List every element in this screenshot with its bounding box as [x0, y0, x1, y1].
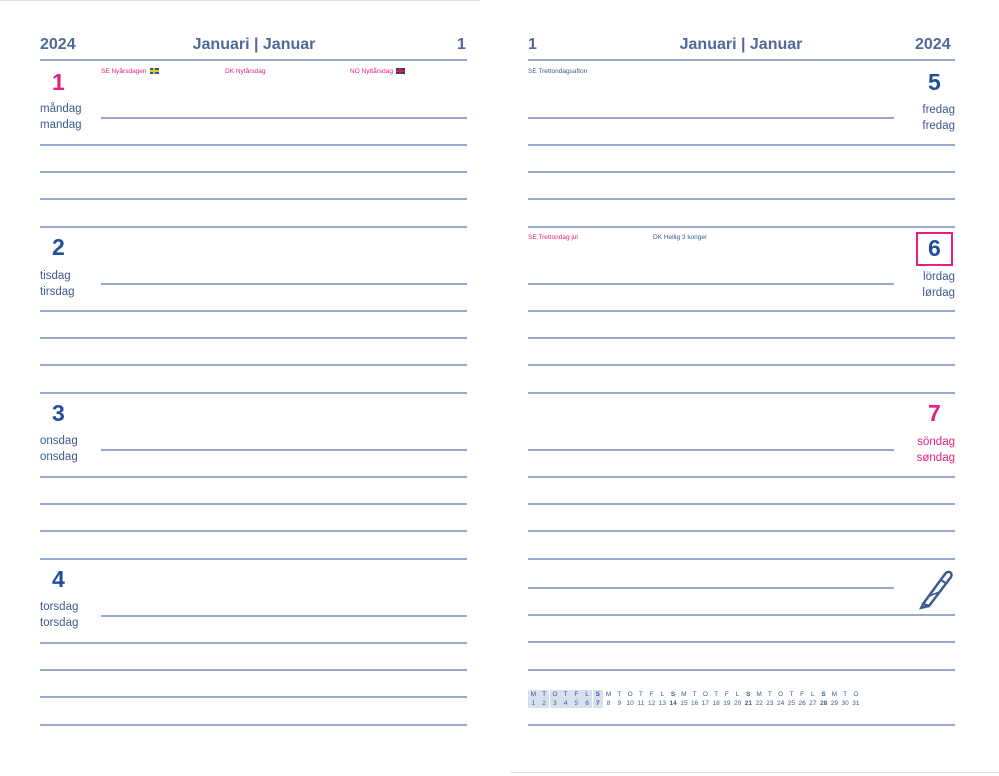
- day-number-5: 5: [928, 69, 941, 95]
- writing-line[interactable]: [40, 198, 467, 200]
- left-page-edge: [0, 0, 480, 1]
- mini-month-calendar: [528, 690, 958, 710]
- day-name-no-4: torsdag: [40, 617, 79, 629]
- mini-calendar-day: [829, 690, 840, 708]
- writing-line[interactable]: [528, 614, 955, 616]
- mini-calendar-weekday-letter: T: [563, 691, 568, 698]
- mini-calendar-weekday-letter: M: [605, 691, 612, 698]
- mini-calendar-day-number: 12: [647, 700, 656, 707]
- mini-calendar-day-number: 10: [626, 700, 634, 707]
- day-name-se-1: måndag: [40, 103, 82, 115]
- writing-line[interactable]: [40, 642, 467, 644]
- holiday-se-trettondagsafton: SE Trettondagsafton: [528, 68, 588, 75]
- mini-calendar-weekday-letter: F: [574, 691, 579, 698]
- holiday-se-nyarsdagen: SE Nyårsdagen: [101, 68, 159, 75]
- mini-calendar-day-number: 25: [787, 700, 795, 707]
- mini-calendar-day-number: 6: [585, 700, 589, 707]
- mini-calendar-day: [657, 690, 668, 708]
- writing-line[interactable]: [528, 144, 955, 146]
- mini-calendar-day: [560, 690, 571, 708]
- writing-line[interactable]: [40, 669, 467, 671]
- mini-calendar-day: [593, 690, 604, 708]
- day-name-no-3: onsdag: [40, 451, 78, 463]
- mini-calendar-day: [614, 690, 625, 708]
- mini-calendar-day-number: 11: [637, 700, 645, 707]
- right-month-title: Januari | Januar: [679, 36, 803, 53]
- mini-calendar-day-number: 27: [809, 700, 817, 707]
- day-number-1: 1: [52, 69, 65, 95]
- mini-calendar-weekday-letter: F: [800, 691, 805, 698]
- day-name-no-7: søndag: [916, 452, 955, 464]
- writing-line[interactable]: [528, 476, 955, 478]
- mini-calendar-weekday-letter: M: [681, 691, 687, 698]
- writing-line[interactable]: [40, 476, 467, 478]
- mini-calendar-weekday-letter: O: [853, 691, 859, 698]
- mini-calendar-day-number: 28: [819, 700, 828, 707]
- mini-calendar-day: [711, 690, 722, 708]
- mini-calendar-day-number: 22: [755, 700, 763, 707]
- bottom-rule: [528, 724, 955, 726]
- day-number-3: 3: [52, 400, 65, 426]
- mini-calendar-day-number: 2: [542, 700, 546, 707]
- mini-calendar-weekday-letter: O: [778, 691, 784, 698]
- holiday-se-trettondag-jul: SE Trettondag jul: [528, 234, 578, 241]
- day-number-7: 7: [928, 400, 941, 426]
- mini-calendar-weekday-letter: O: [702, 691, 708, 698]
- writing-line[interactable]: [101, 615, 467, 617]
- writing-line[interactable]: [40, 310, 467, 312]
- mini-calendar-weekday-letter: L: [735, 691, 740, 698]
- mini-calendar-day: [679, 690, 690, 708]
- writing-line[interactable]: [528, 587, 894, 589]
- writing-line[interactable]: [101, 283, 467, 285]
- mini-calendar-day: [603, 690, 614, 708]
- mini-calendar-day: [786, 690, 797, 708]
- mini-calendar-day-number: 24: [776, 700, 785, 707]
- mini-calendar-day: [550, 690, 561, 708]
- mini-calendar-day: [743, 690, 754, 708]
- writing-line[interactable]: [40, 171, 467, 173]
- writing-line[interactable]: [40, 696, 467, 698]
- day-name-no-5: fredag: [922, 120, 955, 132]
- day-name-se-5: fredag: [922, 104, 955, 116]
- mini-calendar-day-number: 5: [574, 700, 579, 707]
- writing-line[interactable]: [40, 364, 467, 366]
- mini-calendar-day-number: 14: [669, 700, 677, 707]
- mini-calendar-day: [668, 690, 679, 708]
- day-name-se-6: lördag: [923, 271, 955, 283]
- day-name-se-3: onsdag: [40, 435, 78, 447]
- pen-icon: [915, 566, 957, 615]
- mini-calendar-weekday-letter: T: [714, 691, 719, 698]
- writing-line[interactable]: [528, 283, 894, 285]
- mini-calendar-day: [818, 690, 829, 708]
- day-name-no-6: lørdag: [922, 287, 955, 299]
- mini-calendar-day: [571, 690, 582, 708]
- mini-calendar-weekday-letter: T: [767, 691, 772, 698]
- right-week-number: 1: [528, 36, 537, 53]
- mini-calendar-day: [625, 690, 636, 708]
- mini-calendar-day: [700, 690, 711, 708]
- mini-calendar-weekday-letter: M: [530, 691, 537, 698]
- day-number-4: 4: [52, 566, 65, 592]
- mini-calendar-weekday-letter: S: [746, 691, 751, 698]
- day-name-se-7: söndag: [917, 436, 955, 448]
- day-separator: [40, 558, 467, 560]
- mini-calendar-weekday-letter: L: [585, 691, 589, 698]
- mini-calendar-day: [636, 690, 647, 708]
- mini-calendar-weekday-letter: S: [595, 691, 601, 698]
- day-name-se-2: tisdag: [40, 270, 71, 282]
- mini-calendar-day: [689, 690, 700, 708]
- mini-calendar-day: [765, 690, 776, 708]
- writing-line[interactable]: [528, 117, 894, 119]
- day-separator: [40, 724, 467, 726]
- left-year: 2024: [40, 36, 76, 53]
- mini-calendar-day: [840, 690, 851, 708]
- mini-calendar-day-number: 8: [606, 700, 611, 707]
- writing-line[interactable]: [528, 337, 955, 339]
- mini-calendar-weekday-letter: O: [627, 691, 633, 698]
- mini-calendar-day: [722, 690, 733, 708]
- mini-calendar-weekday-letter: T: [692, 691, 697, 698]
- mini-calendar-day-number: 17: [701, 700, 709, 707]
- mini-calendar-day-number: 30: [841, 700, 849, 707]
- mini-calendar-day-number: 20: [733, 700, 742, 707]
- mini-calendar-day-number: 19: [723, 700, 731, 707]
- mini-calendar-day: [754, 690, 765, 708]
- mini-calendar-day: [775, 690, 786, 708]
- holiday-no-nyttarsdag: NO Nyttårsdag: [350, 68, 405, 75]
- day-name-no-2: tirsdag: [40, 286, 75, 298]
- mini-calendar-day-number: 7: [596, 700, 600, 707]
- mini-calendar-day-number: 3: [553, 700, 557, 707]
- mini-calendar-weekday-letter: T: [542, 691, 547, 698]
- mini-calendar-day-number: 26: [798, 700, 806, 707]
- day-number-6: 6: [928, 235, 941, 261]
- left-week-number: 1: [457, 36, 466, 53]
- left-month-title: Januari | Januar: [192, 36, 316, 53]
- mini-calendar-weekday-letter: F: [724, 691, 729, 698]
- mini-calendar-day-number: 4: [563, 700, 568, 707]
- mini-calendar-day-number: 16: [690, 700, 699, 707]
- mini-calendar-day: [528, 690, 539, 708]
- mini-calendar-day-number: 18: [712, 700, 720, 707]
- mini-calendar-weekday-letter: F: [649, 691, 654, 698]
- writing-line[interactable]: [528, 503, 955, 505]
- right-page-edge: [510, 772, 999, 773]
- writing-line[interactable]: [528, 530, 955, 532]
- flag-no-icon: [396, 68, 405, 74]
- mini-calendar-day-number: 21: [744, 700, 752, 707]
- writing-line[interactable]: [528, 198, 955, 200]
- mini-calendar-weekday-letter: M: [831, 691, 838, 698]
- writing-line[interactable]: [101, 449, 467, 451]
- day-name-se-4: torsdag: [40, 601, 79, 613]
- right-year: 2024: [915, 36, 951, 53]
- mini-calendar-weekday-letter: L: [811, 691, 815, 698]
- day-separator: [528, 558, 955, 560]
- writing-line[interactable]: [40, 144, 467, 146]
- day-separator: [40, 226, 467, 228]
- day-separator: [528, 226, 955, 228]
- mini-calendar-weekday-letter: S: [821, 691, 826, 698]
- mini-calendar-weekday-letter: L: [660, 691, 665, 698]
- day-separator: [40, 392, 467, 394]
- mini-calendar-day-number: 29: [830, 700, 838, 707]
- mini-calendar-day: [732, 690, 743, 708]
- mini-calendar-day-number: 9: [617, 700, 622, 707]
- mini-calendar-weekday-letter: T: [617, 691, 622, 698]
- writing-line[interactable]: [528, 364, 955, 366]
- mini-calendar-day: [539, 690, 550, 708]
- writing-line[interactable]: [40, 503, 467, 505]
- mini-calendar-day: [646, 690, 657, 708]
- mini-calendar-weekday-letter: T: [638, 691, 643, 698]
- writing-line[interactable]: [528, 310, 955, 312]
- flag-se-icon: [150, 68, 159, 74]
- mini-calendar-day-number: 15: [680, 700, 688, 707]
- day-name-no-1: mandag: [40, 119, 82, 131]
- mini-calendar-day-number: 1: [531, 700, 536, 707]
- mini-calendar-day: [808, 690, 819, 708]
- holiday-dk-nytarsdag: DK Nytårsdag: [225, 68, 266, 75]
- writing-line[interactable]: [528, 171, 955, 173]
- mini-calendar-weekday-letter: O: [552, 691, 558, 698]
- mini-calendar-weekday-letter: M: [756, 691, 762, 698]
- writing-line[interactable]: [528, 669, 955, 671]
- day-number-2: 2: [52, 234, 65, 260]
- mini-calendar-day: [851, 690, 862, 708]
- writing-line[interactable]: [40, 337, 467, 339]
- mini-calendar-day-number: 31: [852, 700, 860, 707]
- mini-calendar-weekday-letter: T: [843, 691, 848, 698]
- writing-line[interactable]: [528, 449, 894, 451]
- day-separator: [528, 392, 955, 394]
- mini-calendar-day-number: 13: [658, 700, 666, 707]
- writing-line[interactable]: [528, 641, 955, 643]
- writing-line[interactable]: [40, 530, 467, 532]
- mini-calendar-day: [797, 690, 808, 708]
- right-header-rule: [528, 59, 955, 61]
- mini-calendar-day-number: 23: [766, 700, 774, 707]
- mini-calendar-day: [582, 690, 593, 708]
- holiday-dk-hellig-3-konger: DK Hellig 3 konger: [653, 234, 708, 241]
- writing-line[interactable]: [101, 117, 467, 119]
- mini-calendar-weekday-letter: T: [789, 691, 794, 698]
- left-header-rule: [40, 59, 467, 61]
- mini-calendar-weekday-letter: S: [670, 691, 676, 698]
